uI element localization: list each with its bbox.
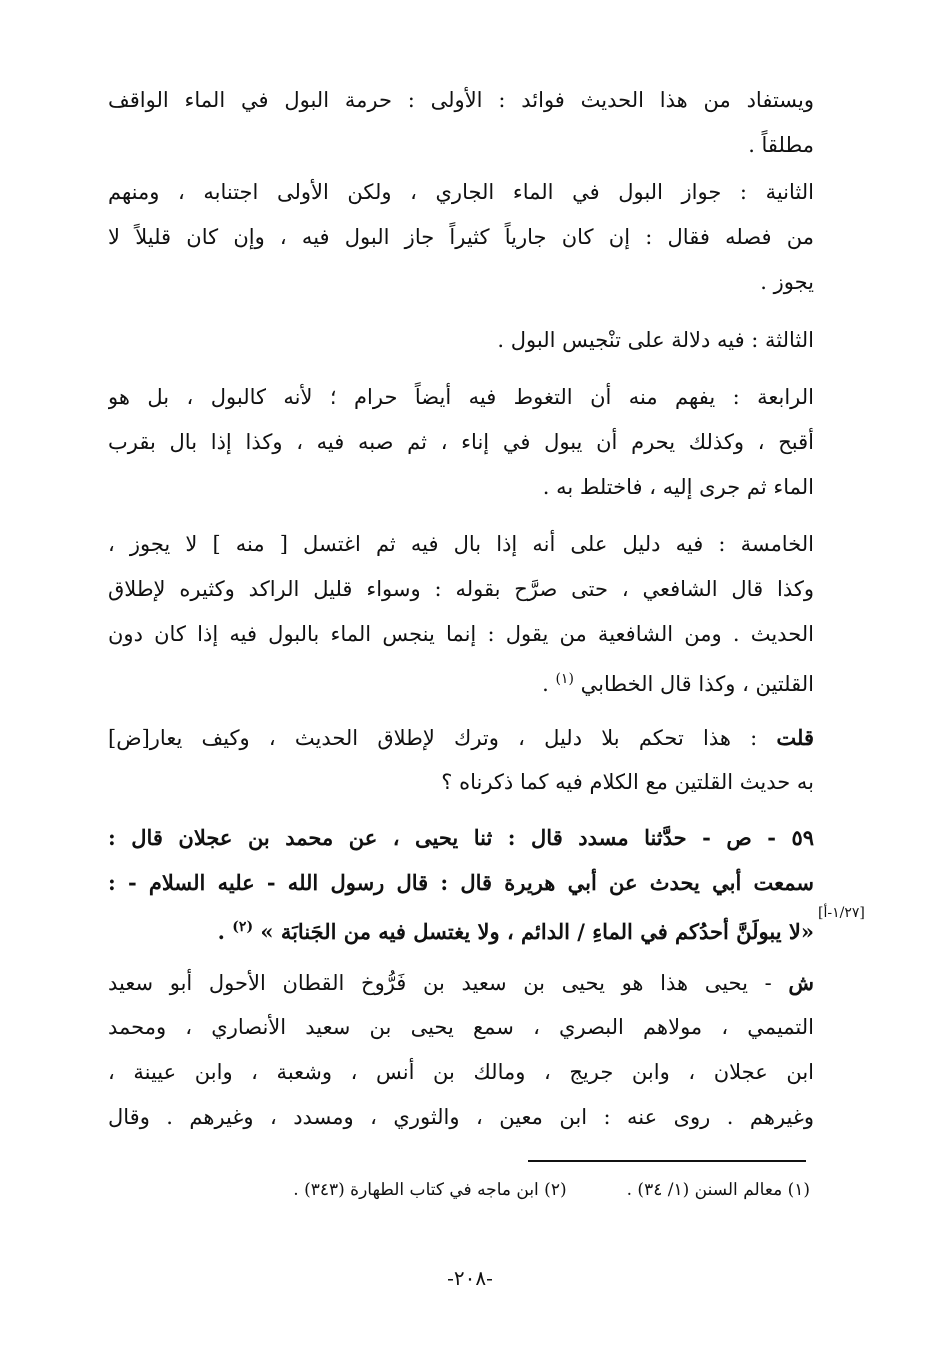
footnotes xyxy=(170,1180,810,1200)
text-line: الماء ثم جرى إليه ، فاختلط به . xyxy=(542,475,814,499)
text-line: الحديث . ومن الشافعية من يقول : إنما ينجس الماء بالبول فيه إذا كان دون xyxy=(108,622,814,646)
main-text xyxy=(108,318,814,363)
text-line: به حديث القلتين مع الكلام فيه كما ذكرناه ؟ xyxy=(441,770,814,794)
footnote-divider xyxy=(528,1160,806,1162)
text-line xyxy=(108,715,814,760)
text-line: ابن عجلان ، وابن جريج ، ومالك بن أنس ، وشعبة ، وابن عيينة ، xyxy=(108,1060,814,1084)
text-line: من فصله فقال : إن كان جارياً كثيراً جاز البول فيه ، وإن كان قليلاً لا xyxy=(108,225,814,249)
text-line: الثانية : جواز البول في الماء الجاري ، ولكن الأولى اجتنابه ، ومنهم xyxy=(108,180,814,204)
text-line: ويستفاد من هذا الحديث فوائد : الأولى : حرمة البول في الماء الواقف xyxy=(108,88,814,112)
main-text xyxy=(108,715,814,805)
text-line: مطلقاً . xyxy=(748,133,814,157)
hadith-text xyxy=(108,815,814,950)
main-text xyxy=(108,170,814,305)
text-line xyxy=(108,905,814,950)
text-line: الثالثة : فيه دلالة على تنْجيس البول . xyxy=(497,328,814,352)
text-line: الخامسة : فيه دليل على أنه إذا بال فيه ثم اغتسل [ منه ] لا يجوز ، xyxy=(108,532,814,556)
line-text: - يحيى هذا هو يحيى بن سعيد بن فَرُّوخ القطان الأحول أبو سعيد xyxy=(108,971,789,995)
line-end: . xyxy=(217,919,233,944)
footnote-marker: (٢) xyxy=(232,919,254,935)
main-text xyxy=(108,78,814,168)
text-line: وكذا قال الشافعي ، حتى صرَّح بقوله : وسواء قليل الراكد وكثيره لإطلاق xyxy=(108,577,814,601)
line-text: القلتين ، وكذا قال الخطابي xyxy=(580,672,814,696)
lead-word: قلت xyxy=(776,725,814,750)
footnote-1: (١) معالم السنن (١/ ٣٤) . xyxy=(626,1180,810,1200)
text-line: يجوز . xyxy=(760,270,814,294)
text-line: التميمي ، مولاهم البصري ، سمع يحيى بن سعيد الأنصاري ، ومحمد xyxy=(108,1015,814,1039)
text-line: سمعت أبي يحدث عن أبي هريرة قال : قال رسول الله - عليه السلام - : xyxy=(108,870,814,895)
line-end: . xyxy=(542,672,556,696)
text-line: وغيرهم . روى عنه : ابن معين ، والثوري ، ومسدد ، وغيرهم . وقال xyxy=(108,1105,814,1129)
line-text: «لا يبولَنَّ أحدُكم في الماءِ / الدائم ، ولا يغتسل فيه من الجَنابَة » xyxy=(260,919,814,944)
page-number: -٢٠٨- xyxy=(447,1266,493,1290)
main-text xyxy=(108,375,814,510)
text-line: أقبح ، وكذلك يحرم أن يبول في إناء ، ثم صبه فيه ، وكذا إذا بال بقرب xyxy=(108,430,814,454)
main-text xyxy=(108,960,814,1140)
text-line xyxy=(108,960,814,1005)
footnote-2: (٢) ابن ماجه في كتاب الطهارة (٣٤٣) . xyxy=(293,1180,567,1200)
footnote-marker: (١) xyxy=(555,671,574,687)
line-text: : هذا تحكم بلا دليل ، وترك لإطلاق الحديث ، وكيف يعار[ض] xyxy=(108,726,777,750)
text-line: الرابعة : يفهم منه أن التغوط فيه أيضاً حرام ؛ لأنه كالبول ، بل هو xyxy=(108,385,814,409)
main-text xyxy=(108,522,814,702)
margin-reference: [١/٢٧-أ] xyxy=(818,905,865,921)
lead-word: ش xyxy=(788,970,814,995)
text-line: ٥٩ - ص - حدَّثنا مسدد قال : ثنا يحيى ، عن محمد بن عجلان قال : xyxy=(108,825,814,850)
text-line xyxy=(108,657,814,702)
